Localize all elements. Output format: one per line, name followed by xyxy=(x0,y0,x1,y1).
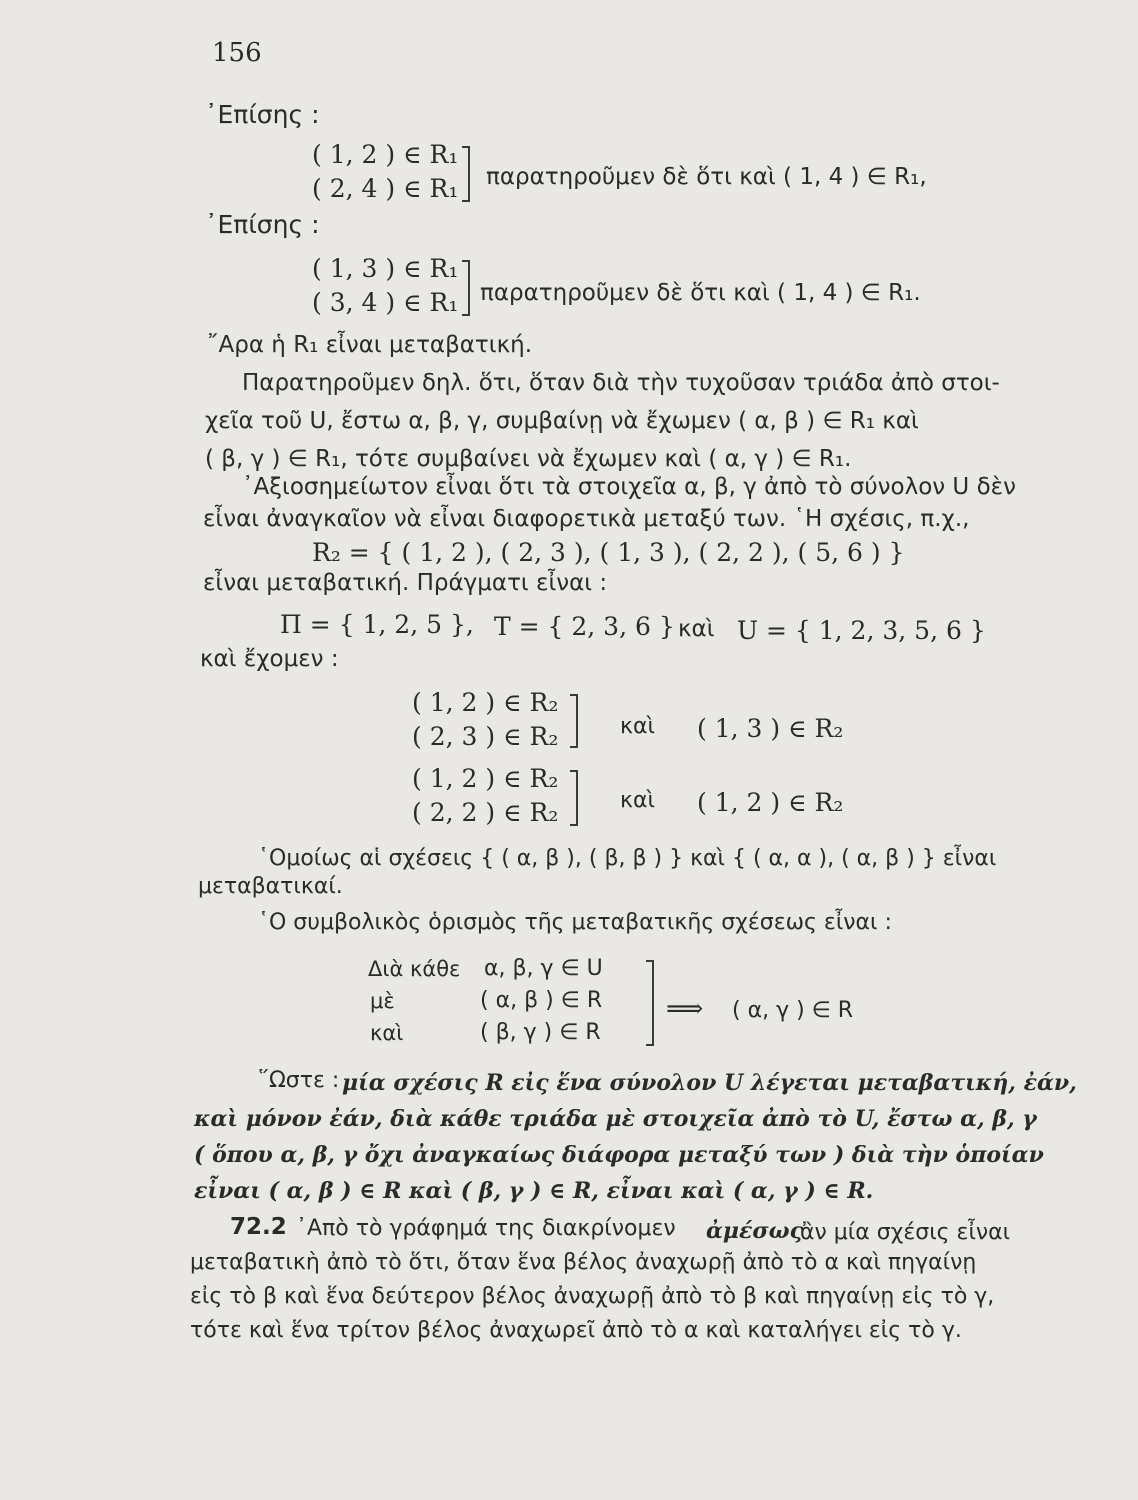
group2-line2: ( 2, 2 ) ∈ R₂ xyxy=(412,798,559,827)
group1-brace xyxy=(570,694,578,748)
definition-line2: καὶ μόνον ἐάν, διὰ κάθε τριάδα μὲ στοιχεῖα ἀπὸ τὸ U, ἔστω α, β, γ xyxy=(194,1106,1037,1132)
symbolic-expr-1: α, β, γ ∈ U xyxy=(484,956,603,981)
block1-line2: ( 2, 4 ) ∈ R₁ xyxy=(312,174,459,203)
para3: καὶ ἔχομεν : xyxy=(200,646,339,672)
para1-line4: ( β, γ ) ∈ R₁, τότε συμβαίνει νὰ ἔχωμεν καὶ ( α, γ ) ∈ R₁. xyxy=(205,446,852,472)
para1-line5: ᾿Αξιοσημείωτον εἶναι ὅτι τὰ στοιχεῖα α, β, γ ἀπὸ τὸ σύνολον U δὲν xyxy=(242,474,1016,500)
definition-line3: ( ὅπου α, β, γ ὄχι ἀναγκαίως διάφορα μεταξύ των ) διὰ τὴν ὁποίαν xyxy=(194,1142,1044,1168)
section-line1-bold: ἀμέσως xyxy=(706,1218,803,1244)
similar-line1: ῾Ομοίως αἱ σχέσεις { ( α, β ), ( β, β ) } καὶ { ( α, α ), ( α, β ) } εἶναι xyxy=(258,846,997,871)
set-u: U = { 1, 2, 3, 5, 6 } xyxy=(737,616,986,645)
section-line4: τότε καὶ ἕνα τρίτον βέλος ἀναχωρεῖ ἀπὸ τὸ α καὶ καταλήγει εἰς τὸ γ. xyxy=(190,1318,962,1343)
para2: εἶναι μεταβατική. Πράγματι εἶναι : xyxy=(203,570,608,596)
block1-brace xyxy=(462,146,470,202)
block1-intro: ᾿Επίσης : xyxy=(205,100,320,129)
para1-line2: Παρατηροῦμεν δηλ. ὅτι, ὅταν διὰ τὴν τυχοῦσαν τριάδα ἀπὸ στοι- xyxy=(242,370,1000,396)
definition-line1: μία σχέσις R εἰς ἕνα σύνολον U λέγεται μεταβατική, ἐάν, xyxy=(342,1070,1077,1096)
page-number: 156 xyxy=(212,38,262,68)
section-line1-end: ἂν μία σχέσις εἶναι xyxy=(800,1220,1011,1245)
definition-line4: εἶναι ( α, β ) ∈ R καὶ ( β, γ ) ∈ R, εἶναι καὶ ( α, γ ) ∈ R. xyxy=(194,1178,874,1204)
symbolic-result: ( α, γ ) ∈ R xyxy=(732,998,854,1023)
section-line2: μεταβατικὴ ἀπὸ τὸ ὅτι, ὅταν ἕνα βέλος ἀναχωρῇ ἀπὸ τὸ α καὶ πηγαίνῃ xyxy=(190,1250,977,1275)
block2-brace xyxy=(462,260,470,316)
symbolic-brace xyxy=(646,960,654,1046)
symbolic-label-3: καὶ xyxy=(370,1021,404,1045)
para1-line1: ῎Αρα ἡ R₁ εἶναι μεταβατική. xyxy=(207,332,533,358)
block2-intro: ᾿Επίσης : xyxy=(205,210,320,239)
group2-and: καὶ xyxy=(620,788,655,813)
set-t: Τ = { 2, 3, 6 } xyxy=(494,612,675,641)
group2-line1: ( 1, 2 ) ∈ R₂ xyxy=(412,764,559,793)
section-line1-start: ᾿Απὸ τὸ γράφημά της διακρίνομεν xyxy=(296,1216,676,1241)
para1-line6: εἶναι ἀναγκαῖον νὰ εἶναι διαφορετικὰ μεταξύ των. ῾Η σχέσις, π.χ., xyxy=(203,506,970,532)
group1-line2: ( 2, 3 ) ∈ R₂ xyxy=(412,722,559,751)
similar-line2: μεταβατικαί. xyxy=(198,874,343,899)
group1-and: καὶ xyxy=(620,714,655,739)
r2-definition: R₂ = { ( 1, 2 ), ( 2, 3 ), ( 1, 3 ), ( 2, 2 ), ( 5, 6 ) } xyxy=(312,538,905,567)
symbolic-expr-2: ( α, β ) ∈ R xyxy=(480,988,603,1013)
symbolic-label-1: Διὰ κάθε xyxy=(368,957,461,981)
block2-conclusion: παρατηροῦμεν δὲ ὅτι καὶ ( 1, 4 ) ∈ R₁. xyxy=(480,280,921,306)
implies-arrow: ⟹ xyxy=(666,994,704,1024)
block2-line1: ( 1, 3 ) ∈ R₁ xyxy=(312,254,459,283)
symbolic-expr-3: ( β, γ ) ∈ R xyxy=(480,1020,601,1045)
definition-lead: ῞Ωστε : xyxy=(258,1068,340,1093)
block2-line2: ( 3, 4 ) ∈ R₁ xyxy=(312,288,459,317)
section-number: 72.2 xyxy=(230,1214,287,1240)
group2-result: ( 1, 2 ) ∈ R₂ xyxy=(697,788,844,817)
block1-line1: ( 1, 2 ) ∈ R₁ xyxy=(312,140,459,169)
sets-and: καὶ xyxy=(678,616,715,642)
set-p: Π = { 1, 2, 5 }, xyxy=(280,610,474,639)
para1-line3: χεῖα τοῦ U, ἔστω α, β, γ, συμβαίνῃ νὰ ἔχωμεν ( α, β ) ∈ R₁ καὶ xyxy=(205,408,919,434)
group2-brace xyxy=(570,770,578,826)
group1-line1: ( 1, 2 ) ∈ R₂ xyxy=(412,688,559,717)
block1-conclusion: παρατηροῦμεν δὲ ὅτι καὶ ( 1, 4 ) ∈ R₁, xyxy=(486,164,927,190)
symbolic-label-2: μὲ xyxy=(370,989,395,1013)
symbolic-intro: ῾Ο συμβολικὸς ὁρισμὸς τῆς μεταβατικῆς σχέσεως εἶναι : xyxy=(258,910,892,935)
group1-result: ( 1, 3 ) ∈ R₂ xyxy=(697,714,844,743)
section-line3: εἰς τὸ β καὶ ἕνα δεύτερον βέλος ἀναχωρῇ ἀπὸ τὸ β καὶ πηγαίνῃ εἰς τὸ γ, xyxy=(190,1284,995,1309)
